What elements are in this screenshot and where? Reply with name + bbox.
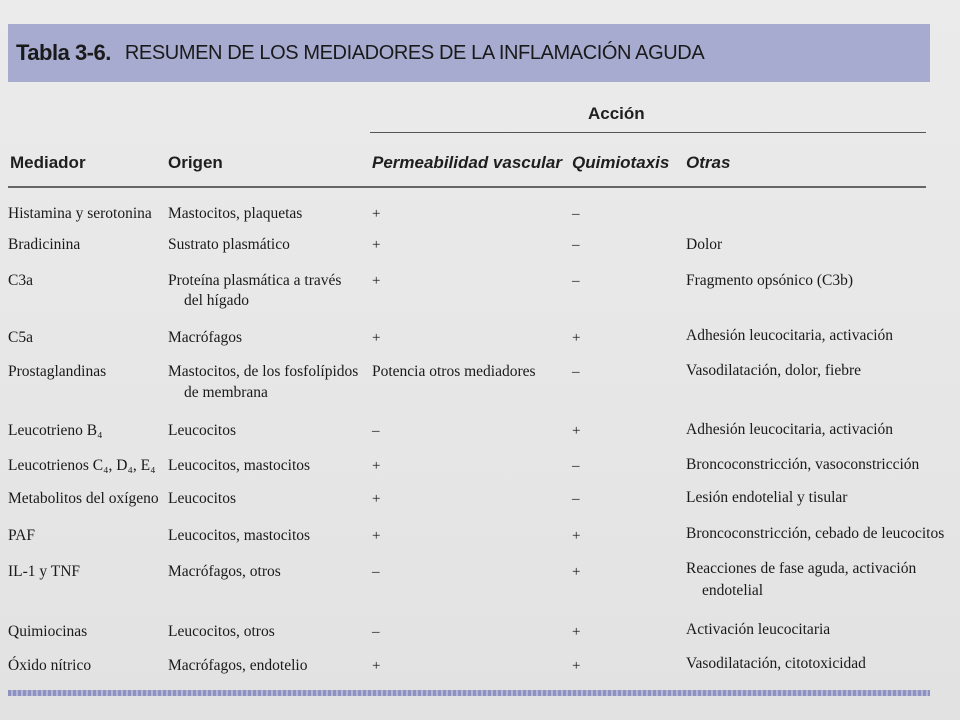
cell-permeabilidad: – xyxy=(372,423,380,439)
cell-quimiotaxis: + xyxy=(572,528,581,544)
header-quimiotaxis: Quimiotaxis xyxy=(572,153,670,172)
cell-origen: Sustrato plasmático xyxy=(168,236,290,253)
cell-permeabilidad: + xyxy=(372,658,381,674)
cell-otras: Activación leucocitaria xyxy=(686,621,831,638)
cell-otras: Adhesión leucocitaria, activación xyxy=(686,327,894,344)
table-number: Tabla 3-6. xyxy=(16,40,111,65)
cell-mediador: Leucotrienos C₄, D₄, E₄ xyxy=(8,457,156,474)
cell-permeabilidad: + xyxy=(372,491,381,507)
cell-mediador: C3a xyxy=(8,272,33,289)
cell-otras: Fragmento opsónico (C3b) xyxy=(686,272,854,289)
cell-quimiotaxis: – xyxy=(572,237,580,253)
cell-quimiotaxis: + xyxy=(572,423,581,439)
cell-mediador: Metabolitos del oxígeno xyxy=(8,490,159,507)
cell-mediador: Quimiocinas xyxy=(8,623,88,640)
cell-mediador: C5a xyxy=(8,329,33,346)
cell-otras: Lesión endotelial y tisular xyxy=(686,489,848,506)
cell-mediador: PAF xyxy=(8,527,36,544)
header-origen: Origen xyxy=(168,153,223,172)
cell-permeabilidad: + xyxy=(372,330,381,346)
cell-origen: Leucocitos, mastocitos xyxy=(168,527,311,544)
cell-mediador: Óxido nítrico xyxy=(8,657,92,674)
cell-origen: Macrófagos xyxy=(168,329,243,346)
table-title-band xyxy=(8,24,930,82)
header-accion: Acción xyxy=(588,104,645,123)
cell-quimiotaxis: – xyxy=(572,458,580,474)
header-rule xyxy=(8,186,926,188)
cell-otras: Vasodilatación, dolor, fiebre xyxy=(686,362,861,379)
cell-mediador: Prostaglandinas xyxy=(8,363,107,380)
cell-origen: Macrófagos, otros xyxy=(168,563,281,580)
cell-origen: Macrófagos, endotelio xyxy=(168,657,308,674)
cell-otras: Reacciones de fase aguda, activación xyxy=(686,560,917,577)
cell-permeabilidad: – xyxy=(372,564,380,580)
cell-origen: Leucocitos, otros xyxy=(168,623,275,640)
cell-origen-cont: de membrana xyxy=(184,384,268,401)
cell-origen: Mastocitos, de los fosfolípidos xyxy=(168,363,359,380)
cell-origen: Mastocitos, plaquetas xyxy=(168,205,303,222)
cell-otras: Broncoconstricción, vasoconstricción xyxy=(686,456,920,473)
table-title: RESUMEN DE LOS MEDIADORES DE LA INFLAMACIÓN AGUDA xyxy=(124,41,705,64)
cell-origen: Leucocitos xyxy=(168,422,237,439)
cell-origen: Leucocitos xyxy=(168,490,237,507)
header-mediador: Mediador xyxy=(10,153,86,172)
cell-quimiotaxis: + xyxy=(572,330,581,346)
cell-mediador: IL-1 y TNF xyxy=(8,563,81,580)
cell-otras-cont: endotelial xyxy=(702,582,764,599)
accion-rule xyxy=(370,132,926,133)
cell-origen: Proteína plasmática a través xyxy=(168,272,342,289)
cell-mediador: Leucotrieno B₄ xyxy=(8,422,103,439)
cell-otras: Broncoconstricción, cebado de leucocitos xyxy=(686,525,945,542)
header-otras: Otras xyxy=(686,153,731,172)
cell-quimiotaxis: + xyxy=(572,564,581,580)
cell-quimiotaxis: – xyxy=(572,206,580,222)
cell-permeabilidad: + xyxy=(372,206,381,222)
cell-permeabilidad: + xyxy=(372,528,381,544)
cell-permeabilidad: + xyxy=(372,273,381,289)
cell-otras: Adhesión leucocitaria, activación xyxy=(686,421,894,438)
cell-permeabilidad: Potencia otros mediadores xyxy=(372,363,536,380)
cell-otras: Dolor xyxy=(686,236,723,253)
cell-quimiotaxis: + xyxy=(572,658,581,674)
cell-mediador: Histamina y serotonina xyxy=(8,205,152,222)
cell-origen: Leucocitos, mastocitos xyxy=(168,457,311,474)
cell-quimiotaxis: + xyxy=(572,624,581,640)
cell-permeabilidad: + xyxy=(372,458,381,474)
cell-mediador: Bradicinina xyxy=(8,236,81,253)
cell-quimiotaxis: – xyxy=(572,273,580,289)
table-bottom-rule xyxy=(8,690,930,696)
header-permeabilidad: Permeabilidad vascular xyxy=(372,153,562,172)
cell-permeabilidad: + xyxy=(372,237,381,253)
cell-permeabilidad: – xyxy=(372,624,380,640)
cell-quimiotaxis: – xyxy=(572,364,580,380)
cell-origen-cont: del hígado xyxy=(184,292,249,309)
cell-otras: Vasodilatación, citotoxicidad xyxy=(686,655,866,672)
cell-quimiotaxis: – xyxy=(572,491,580,507)
